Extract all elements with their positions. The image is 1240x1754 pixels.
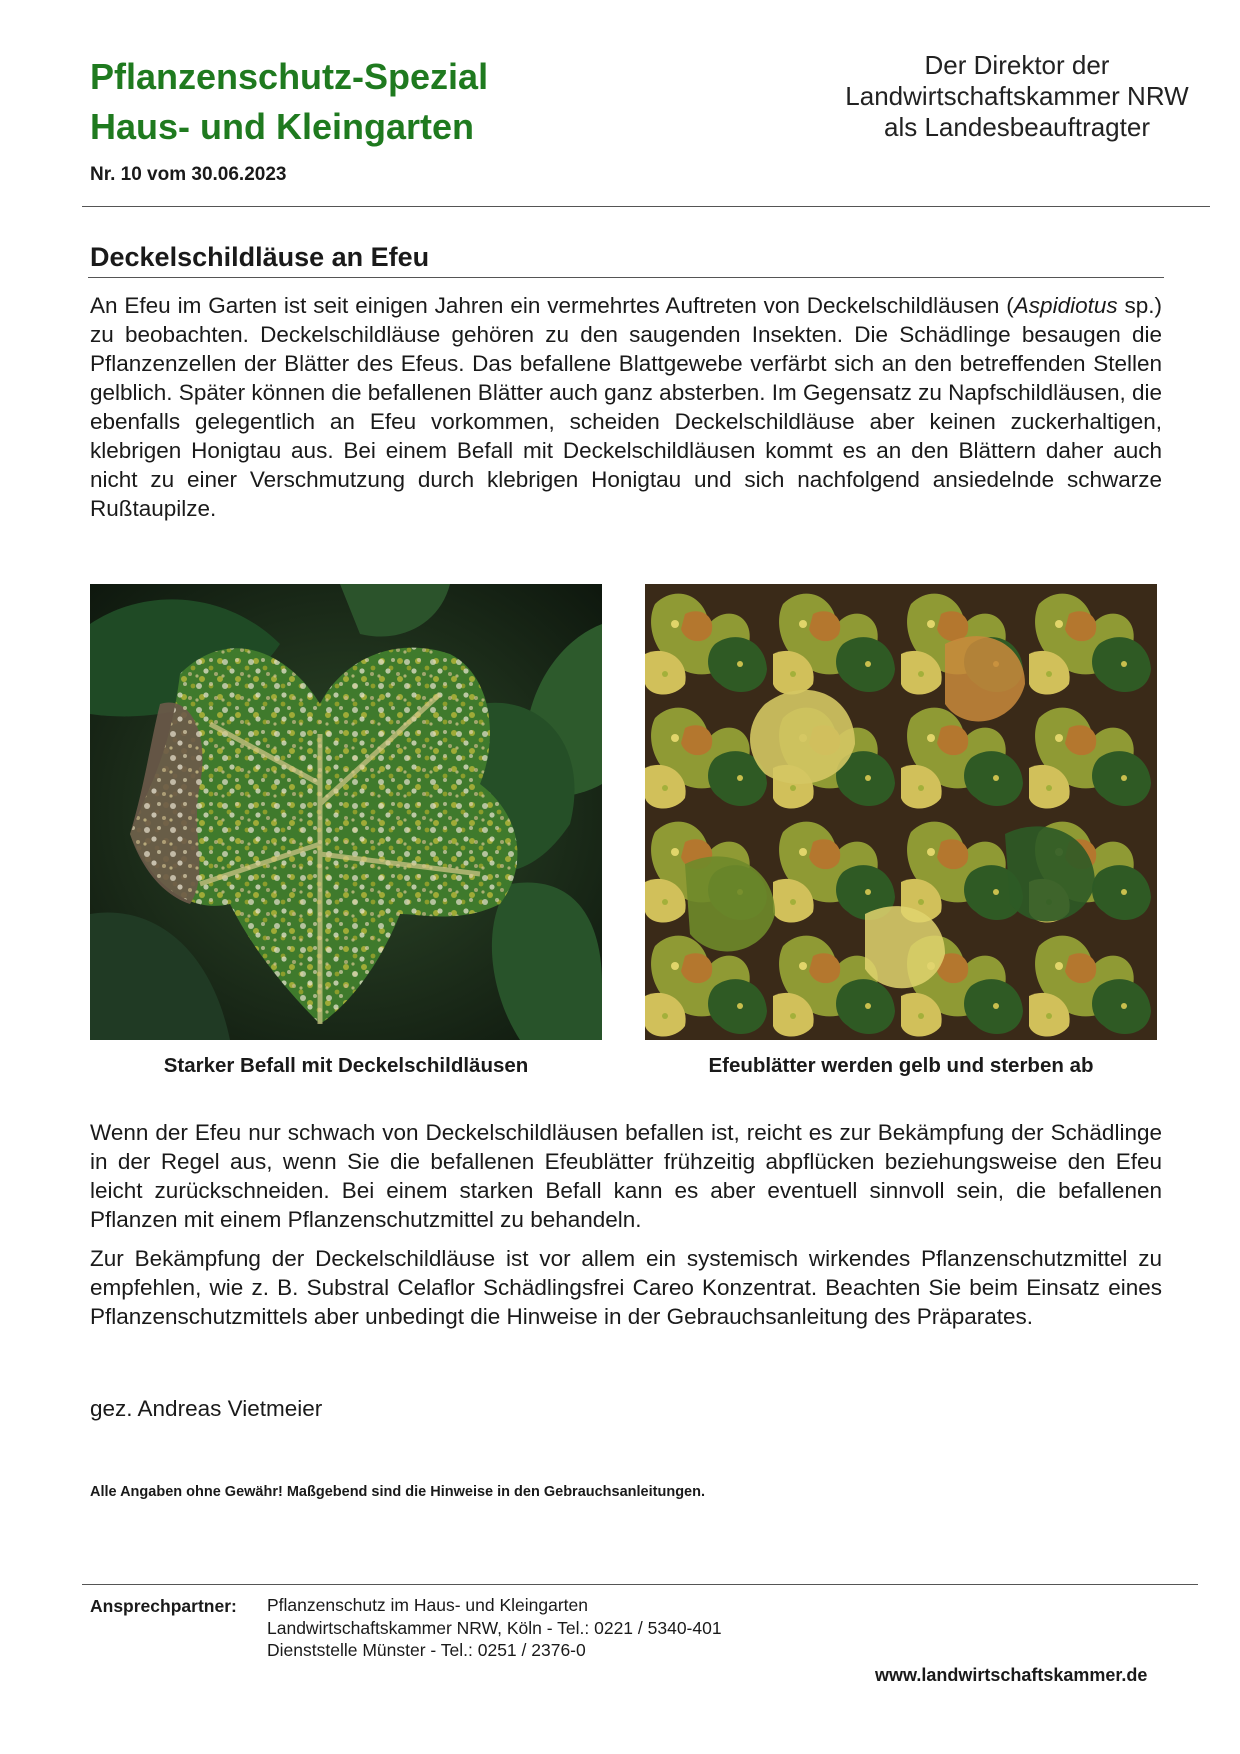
director-line2: Landwirtschaftskammer NRW (845, 81, 1189, 111)
website-link[interactable]: www.landwirtschaftskammer.de (875, 1665, 1148, 1685)
article-title: Deckelschildläuse an Efeu (90, 242, 430, 272)
intro-paragraph (90, 291, 1162, 523)
director-line3: als Landesbeauftragter (884, 112, 1150, 142)
footer-divider (82, 1584, 1198, 1585)
contact-details (267, 1594, 722, 1662)
product-paragraph: Zur Bekämpfung der Deckelschildläuse ist vor allem ein systemisch wirkendes Pflanzenschutzmittel zu empfehlen, wie z. B. Substral Celaflor Schädlingsfrei Careo Konzentrat. Beachten Sie beim Einsatz eines Pflanzenschutzmittels aber unbedingt die Hinweise in der Gebrauchsanleitung des Präparates. (90, 1246, 1162, 1329)
publication-title-line2: Haus- und Kleingarten (90, 106, 475, 147)
caption-infested-leaf: Starker Befall mit Deckelschildläusen (163, 1054, 529, 1077)
header-divider (82, 206, 1210, 207)
contact-line3: Dienststelle Münster - Tel.: 0251 / 2376-0 (267, 1640, 586, 1660)
species-name: Aspidiotus (1013, 293, 1118, 318)
intro-text-a: An Efeu im Garten ist seit einigen Jahren ein vermehrtes Auftreten von Deckelschildläusen ( (90, 293, 1014, 318)
caption-yellowing-leaves: Efeublätter werden gelb und sterben ab (708, 1054, 1094, 1077)
intro-text-b: sp.) zu beobachten. Deckelschildläuse gehören zu den saugenden Insekten. Die Schädlinge besaugen die Pflanzenzellen der Blätter des Efeus. Das befallene Blattgewebe verfärbt sich an den betreffenden Stellen gelblich. Später können die befallenen Blätter auch ganz absterben. Im Gegensatz zu Napfschildläusen, die ebenfalls gelegentlich an Efeu vorkommen, scheiden Deckelschildläuse aber keinen zuckerhaltigen, klebrigen Honigtau aus. Bei einem Befall mit Deckelschildläusen kommt es an den Blättern daher auch nicht zu einer Verschmutzung durch klebrigen Honigtau und sich nachfolgend ansiedelnde schwarze Rußtaupilze. (90, 293, 1163, 521)
control-paragraph: Wenn der Efeu nur schwach von Deckelschildläusen befallen ist, reicht es zur Bekämpfung der Schädlinge in der Regel aus, wenn Sie die befallenen Efeublätter frühzeitig abpflücken beziehungsweise den Efeu leicht zurückschneiden. Bei einem starken Befall kann es aber eventuell sinnvoll sein, die befallenen Pflanzen mit einem Pflanzenschutzmittel zu behandeln. (90, 1120, 1162, 1232)
signature: gez. Andreas Vietmeier (90, 1396, 323, 1421)
issue-number: Nr. 10 vom 30.06.2023 (90, 164, 287, 185)
contact-line1: Pflanzenschutz im Haus- und Kleingarten (267, 1595, 589, 1615)
disclaimer: Alle Angaben ohne Gewähr! Maßgebend sind die Hinweise in den Gebrauchsanleitungen. (90, 1484, 705, 1500)
photo-yellowing-leaves (645, 584, 1157, 1040)
contact-label: Ansprechpartner: (90, 1596, 237, 1616)
publication-title-line1: Pflanzenschutz-Spezial (90, 56, 489, 97)
article-title-underline (88, 277, 1164, 278)
director-block (832, 50, 1202, 143)
contact-line2: Landwirtschaftskammer NRW, Köln - Tel.: 0221 / 5340-401 (267, 1617, 722, 1638)
publication-title (90, 52, 488, 152)
photo-infested-leaf (90, 584, 602, 1040)
director-line1: Der Direktor der (924, 50, 1110, 80)
